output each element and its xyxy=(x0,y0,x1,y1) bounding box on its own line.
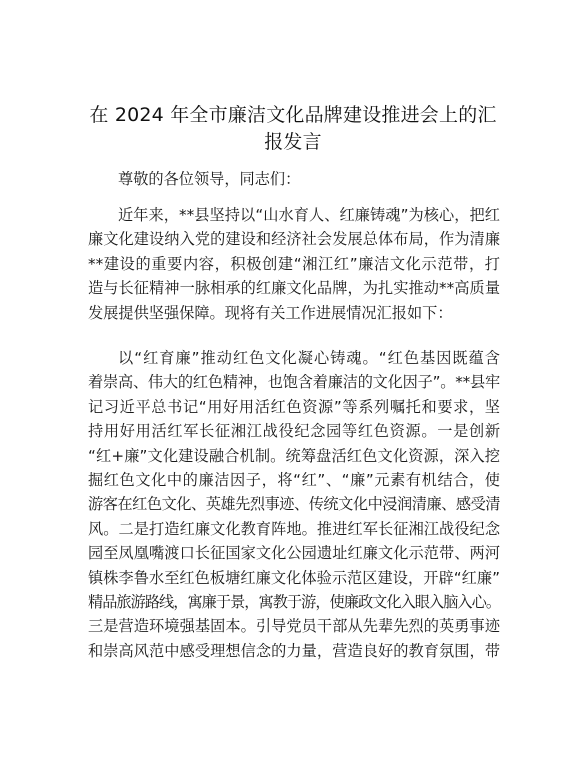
paragraph-line: 园至凤凰嘴渡口长征国家文化公园遗址红廉文化示范带、两河 xyxy=(88,544,500,563)
greeting xyxy=(88,167,500,191)
paragraph-line: “红+廉”文化建设融合机制。统筹盘活红色文化资源，深入挖 xyxy=(88,446,500,465)
paragraph-line: 着崇高、伟大的红色精神，也饱含着廉洁的文化因子”。**县牢 xyxy=(88,373,500,392)
paragraph-line: 以“红育廉”推动红色文化凝心铸魂。“红色基因既蕴含 xyxy=(118,349,500,367)
paragraph-line: **建设的重要内容，积极创建“湘江红”廉洁文化示范带，打 xyxy=(88,254,500,273)
document-title-line: 报发言 xyxy=(264,131,322,153)
paragraph-line: 三是营造环境强基固本。引导党员干部从先辈先烈的英勇事迹 xyxy=(88,617,500,636)
paragraph-line: 和崇高风范中感受理想信念的力量，营造良好的教育氛围，带 xyxy=(88,641,500,660)
paragraph-line: 游客在红色文化、英雄先烈事迹、传统文化中浸润清廉、感受清 xyxy=(88,495,500,514)
greeting-line: 尊敬的各位领导，同志们： xyxy=(118,170,301,188)
paragraph-red-culture xyxy=(88,346,500,663)
paragraph-line: 精品旅游路线，寓廉于景，寓教于游，使廉政文化入眼入脑入心。 xyxy=(88,593,500,612)
paragraph-line: 镇株李鲁水至红色板塘红廉文化体验示范区建设，开辟“红廉” xyxy=(88,568,500,587)
paragraph-line: 造与长征精神一脉相承的红廉文化品牌，为扎实推动**高质量 xyxy=(88,279,500,298)
paragraph-line: 风。二是打造红廉文化教育阵地。推进红军长征湘江战役纪念 xyxy=(88,519,500,538)
document-title-line: 在 2024 年全市廉洁文化品牌建设推进会上的汇 xyxy=(89,104,497,126)
paragraph-line: 持用好用活红军长征湘江战役纪念园等红色资源。一是创新 xyxy=(88,422,500,441)
paragraph-intro xyxy=(88,203,500,325)
paragraph-line: 近年来，**县坚持以“山水育人、红廉铸魂”为核心，把红 xyxy=(118,206,500,224)
paragraph-line: 掘红色文化中的廉洁因子，将“红”、“廉”元素有机结合，使 xyxy=(88,471,500,490)
paragraph-line: 发展提供坚强保障。现将有关工作进展情况汇报如下： xyxy=(88,303,453,322)
paragraph-line: 记习近平总书记“用好用活红色资源”等系列嘱托和要求，坚 xyxy=(88,397,500,416)
document-title xyxy=(88,102,498,156)
paragraph-line: 廉文化建设纳入党的建设和经济社会发展总体布局，作为清廉 xyxy=(88,230,500,249)
